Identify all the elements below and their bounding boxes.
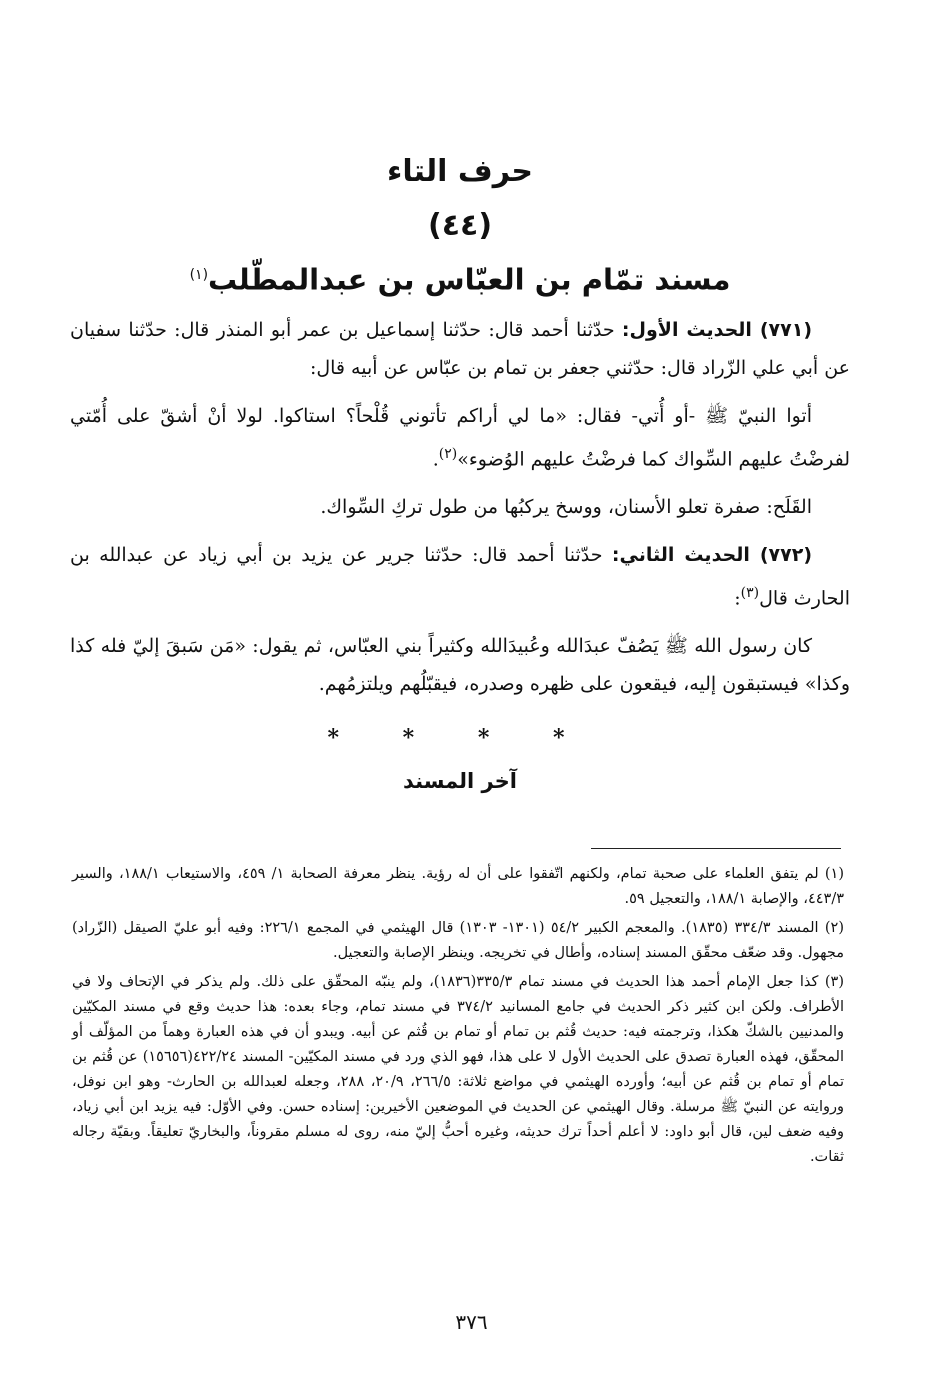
- end-of-musnad-title: آخر المسند: [403, 769, 517, 794]
- musnad-title-text: مسند تمّام بن العبّاس بن عبدالمطّلب: [208, 262, 731, 297]
- musnad-title: [70, 252, 850, 303]
- hadith-771-matn-text: أتوا النبيّ ﷺ -أو أُتي- فقال: «ما لي أراكم تأتوني قُلْحاً؟ استاكوا. لولا أنْ أشقّ على أُمّتي لفرضْتُ عليهم السِّواك كما فرضْتُ عليهم الوُضوء»: [70, 404, 850, 470]
- hadith-771-isnad: [70, 311, 850, 387]
- footnote-ref-1[interactable]: (١): [189, 267, 209, 283]
- footnotes: [72, 862, 844, 1174]
- hadith-772-isnad-text: حدّثنا أحمد قال: حدّثنا جرير عن يزيد بن أبي زياد عن عبدالله بن الحارث قال: [70, 543, 850, 610]
- hadith-771-isnad-text: حدّثنا أحمد قال: حدّثنا إسماعيل بن عمر أبو المنذر قال: حدّثنا سفيان عن أبي علي الزّراد قال: حدّثني جعفر بن تمام بن عبّاس عن أبيه قال:: [70, 318, 850, 379]
- page-number: ٣٧٦: [455, 1310, 488, 1334]
- footnote-3: (٣) كذا جعل الإمام أحمد هذا الحديث في مسند تمام ٣٣٥/٣(١٨٣٦)، ولم ينبّه المحقّق على ذلك. ولم يذكر في الإتحاف ولا في الأطراف. ولكن ابن كثير ذكر الحديث في جامع المسانيد ٣٧٤/٢ في مسند تمام، وجاء بعده: هذا حديث وقع في مسند المكيّين والمدنيين بالشكّ هكذا، وترجمته فيه: حديث قُثم بن تمام أو تمام بن قُثم عن أبيه. ويبدو أن في هذه العبارة وهماً من المؤلّف أو المحقّق، فهذه العبارة تصدق على الحديث الأول لا على هذا، فهو الذي ورد في مسند المكيّين- المسند ٤٢٢/٢٤(١٥٦٥٦) عن قُثم بن تمام أو تمام بن قُثم عن أبيه؛ وأورده الهيثمي في مواضع ثلاثة: ٢٦٦/٥، ٢٠/٩، ٢٨٨، وجعله لعبدالله بن الحارث- وهو ابن نوفل، وروايته عن النبيّ ﷺ مرسلة. وقال الهيثمي عن الحديث في الموضعين الأخيرين: إسناده حسن. وفي الأوّل: فيه يزيد ابن أبي زياد، وفيه ضعف لين، قال أبو داود: لا أعلم أحداً ترك حديثه، وغيره أحبُّ إليّ منه، روى له مسلم مقروناً، والبخاريّ تعليقاً. وبقيّة رجاله ثقات.: [72, 974, 845, 1165]
- chapter-title: حرف التاء: [387, 154, 533, 189]
- hadith-771-gloss: القَلَح: صفرة تعلو الأسنان، ووسخ يركبُها من طول تركِ السِّواك.: [320, 495, 812, 518]
- hadith-772-matn: كان رسول الله ﷺ يَصُفّ عبدَالله وعُبيدَالله وكثيراً بني العبّاس، ثم يقول: «مَن سَبقَ إليّ فله كذا وكذا» فيستبقون إليه، فيقعون على ظهره وصدره، فيقبّلُهم ويلتزمُهم.: [70, 635, 850, 696]
- hadith-772-isnad-end: :: [734, 587, 741, 610]
- footnote-ref-3[interactable]: (٣): [740, 584, 760, 601]
- footnote-ref-2[interactable]: (٢): [438, 445, 458, 462]
- footnote-2: (٢) المسند ٣٣٤/٣ (١٨٣٥). والمعجم الكبير ٥٤/٢ (١٣٠١- ١٣٠٣) قال الهيثمي في المجمع ٢٢٦/١: وفيه أبو عليّ الصيقل (الزّراد) مجهول. وقد ضعّف محقّق المسند إسناده، وأطال في تخريجه. وينظر الإصابة والتعجيل.: [72, 920, 844, 961]
- hadith-772-heading: (٧٧٢) الحديث الثاني:: [611, 543, 813, 566]
- musnad-number: (٤٤): [427, 208, 493, 243]
- footnote-separator: [591, 848, 841, 849]
- main-text: [70, 150, 850, 801]
- hadith-771-matn-end: .: [432, 447, 439, 470]
- hadith-771-heading: (٧٧١) الحديث الأول:: [621, 318, 812, 341]
- hadith-772-isnad: [70, 536, 850, 617]
- footnote-1: (١) لم يتفق العلماء على صحبة تمام، ولكنهم اتّفقوا على أن له رؤية. ينظر معرفة الصحابة ١/ ٤٥٩، والاستيعاب ١٨٨/١، والسير ٤٤٣/٣، والإصابة ١٨٨/١، والتعجيل ٥٩.: [72, 866, 844, 907]
- section-divider-stars: * * * *: [327, 725, 593, 752]
- hadith-771-matn: [70, 397, 850, 478]
